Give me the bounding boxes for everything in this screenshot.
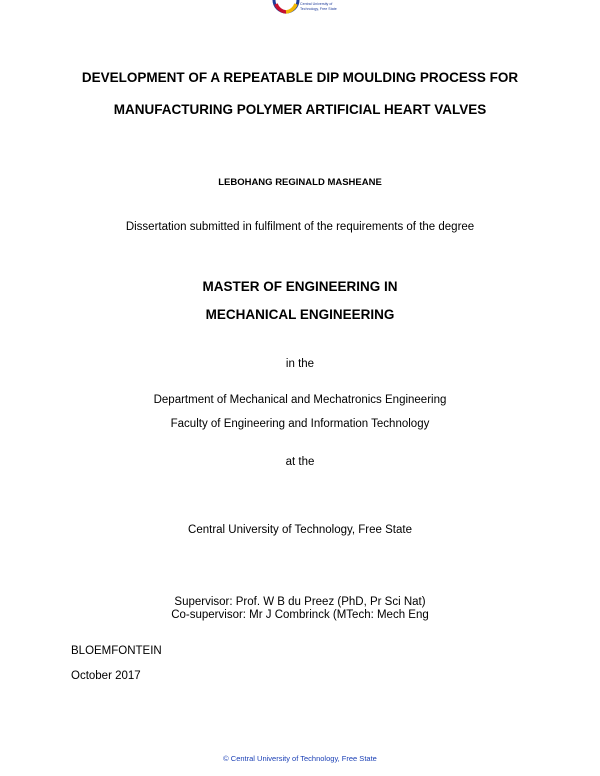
title-line-1: DEVELOPMENT OF A REPEATABLE DIP MOULDING PROCESS FOR	[81, 70, 519, 85]
date-text: October 2017	[71, 670, 141, 682]
logo-text-2: Technology, Free State	[300, 7, 337, 11]
submission-statement: Dissertation submitted in fulfilment of the requirements of the degree	[125, 221, 475, 233]
author-name: LEBOHANG REGINALD MASHEANE	[218, 177, 382, 188]
university-logo	[272, 0, 337, 18]
logo-arc-red	[276, 4, 286, 12]
university-name: Central University of Technology, Free State	[188, 524, 412, 536]
title-line-2: MANUFACTURING POLYMER ARTIFICIAL HEART VALVES	[113, 102, 487, 117]
department-name: Department of Mechanical and Mechatronics Engineering	[153, 394, 447, 406]
cosupervisor-line: Co-supervisor: Mr J Combrinck (MTech: Mech Eng	[171, 609, 429, 621]
faculty-name: Faculty of Engineering and Information Technology	[170, 418, 430, 430]
degree-line-1: MASTER OF ENGINEERING IN	[202, 279, 398, 294]
in-the-text: in the	[285, 358, 315, 370]
copyright-footer: © Central University of Technology, Free State	[223, 754, 377, 763]
logo-arc-yellow	[286, 4, 296, 12]
supervisor-line: Supervisor: Prof. W B du Preez (PhD, Pr Sci Nat)	[174, 596, 426, 608]
degree-line-2: MECHANICAL ENGINEERING	[205, 307, 395, 322]
logo-text-1: Central University of	[300, 2, 333, 6]
place-text: BLOEMFONTEIN	[71, 645, 162, 657]
at-the-text: at the	[285, 456, 315, 468]
